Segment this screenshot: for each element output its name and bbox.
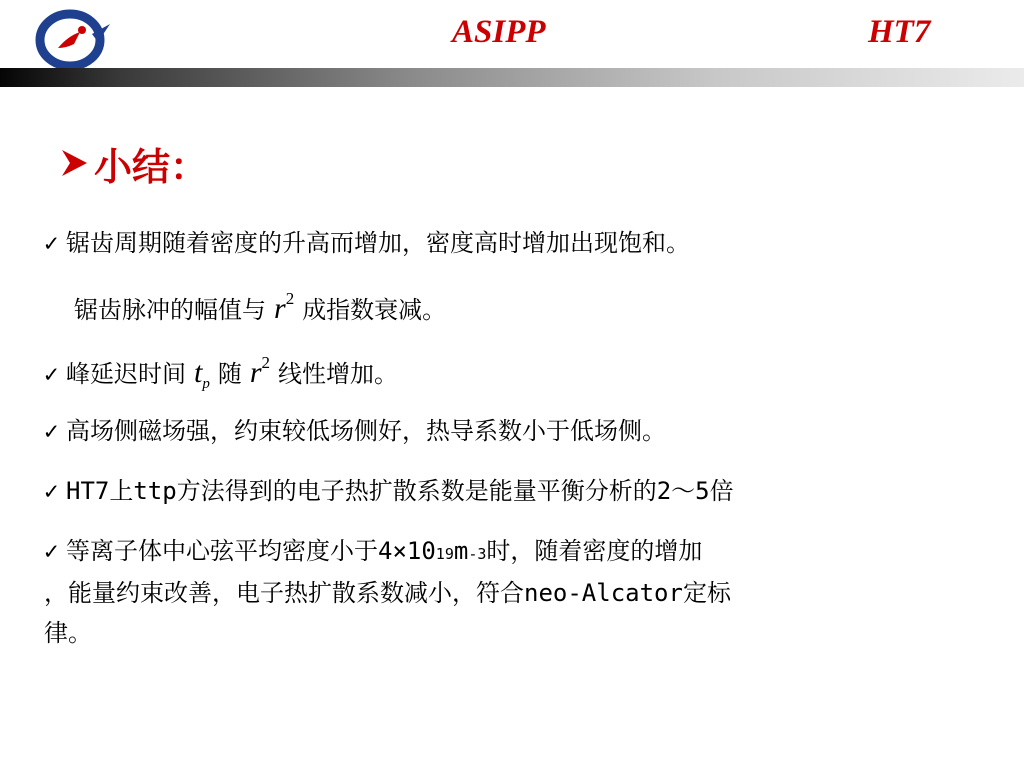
- bullet-5-line3: [44, 618, 92, 648]
- math-r-squared: [266, 284, 302, 324]
- bullet-3-text: 高场侧磁场强，约束较低场侧好，热导系数小于低场侧。: [66, 417, 666, 445]
- arrow-bullet-icon: [58, 147, 90, 179]
- checkmark-icon: ✓: [44, 537, 59, 565]
- math-r-exp: 2: [285, 289, 295, 308]
- slide-title: [58, 138, 208, 188]
- bullet-5-exp1: 19: [435, 545, 454, 563]
- slide-title-text: 小结：: [94, 143, 209, 189]
- checkmark-icon: ✓: [44, 477, 59, 505]
- math-r-symbol: r: [249, 356, 262, 389]
- bullet-4-text: HT7上ttp方法得到的电子热扩散系数是能量平衡分析的2～5倍: [66, 477, 734, 505]
- bullet-1-cont-after: 成指数衰减。: [302, 296, 447, 324]
- bullet-1-cont-before: 锯齿脉冲的幅值与: [74, 296, 266, 324]
- slide-header: [0, 0, 1024, 92]
- bullet-2-before: 峰延迟时间: [66, 360, 186, 388]
- asipp-logo-icon: [34, 8, 112, 70]
- math-t-sub: p: [202, 376, 210, 392]
- header-gradient-bar: [0, 68, 1024, 87]
- math-r-squared: [242, 348, 278, 388]
- bullet-5-line2-text: ，能量约束改善，电子热扩散系数减小，符合neo-Alcator定标: [44, 579, 731, 607]
- bullet-5-line1-before: 等离子体中心弦平均密度小于4×10: [66, 537, 436, 565]
- checkmark-icon: ✓: [44, 417, 59, 445]
- bullet-5: [44, 536, 702, 569]
- bullet-1: [44, 228, 690, 258]
- checkmark-icon: ✓: [44, 229, 59, 257]
- header-device-label: HT7: [868, 14, 931, 50]
- bullet-4: [44, 476, 734, 506]
- bullet-2: [44, 348, 398, 399]
- bullet-1-continuation: [74, 284, 446, 325]
- bullet-5-line1-after: 时，随着密度的增加: [486, 537, 703, 565]
- bullet-5-exp2: -3: [468, 545, 487, 563]
- checkmark-icon: ✓: [44, 360, 59, 388]
- math-t-p: [186, 358, 218, 399]
- bullet-5-line3-text: 律。: [44, 619, 92, 647]
- bullet-2-middle: 随: [217, 360, 242, 388]
- bullet-2-after: 线性增加。: [278, 360, 399, 388]
- math-t-symbol: t: [194, 356, 203, 389]
- math-r-symbol: r: [274, 292, 286, 325]
- bullet-3: [44, 416, 666, 446]
- bullet-5-unit: m: [453, 537, 469, 565]
- header-org-label: ASIPP: [452, 14, 546, 50]
- bullet-1-text: 锯齿周期随着密度的升高而增加，密度高时增加出现饱和。: [66, 229, 690, 257]
- math-r-exp: 2: [261, 353, 271, 372]
- bullet-5-line2: [44, 578, 731, 608]
